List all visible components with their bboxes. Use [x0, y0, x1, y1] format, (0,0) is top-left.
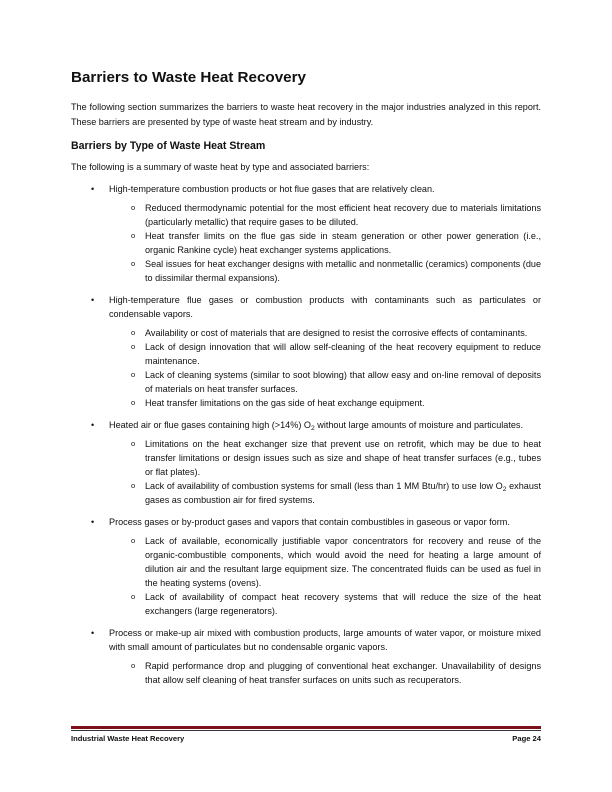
sub-bullet-text: Lack of availability of combustion systems for small (less than 1 MM Btu/hr) to use low $O_2$ exhaust gases as combustion air for fired systems.: [145, 481, 541, 505]
bullet-text: Heated air or flue gases containing high (>14%) $O_2$ without large amounts of moisture and particulates.: [109, 420, 523, 432]
footer-title: Industrial Waste Heat Recovery: [71, 734, 185, 743]
intro-paragraph: The following section summarizes the barriers to waste heat recovery in the major industries analyzed in this report. These barriers are presented by type of waste heat stream and by industry.: [71, 102, 541, 127]
sub-list-item: [71, 340, 541, 368]
sub-list-item: [71, 201, 541, 229]
sub-bullet-icon: o: [131, 481, 136, 490]
sub-bullet-text: Seal issues for heat exchanger designs with metallic and nonmetallic (ceramics) components (due to dissimilar thermal expansions).: [145, 259, 541, 283]
page-title: Barriers to Waste Heat Recovery: [71, 69, 306, 86]
sub-list-item: [71, 479, 541, 507]
sub-list-item: [71, 534, 541, 590]
sub-bullet-text: Limitations on the heat exchanger size that prevent use on retrofit, which may be due to heat transfer limitations or design issues such as size and shape of heat transfer surfaces (e.g., tubes or flat plates).: [145, 439, 541, 477]
section-lead: The following is a summary of waste heat by type and associated barriers:: [71, 162, 370, 172]
bullet-text: Process gases or by-product gases and vapors that contain combustibles in gaseous or vapor form.: [109, 517, 510, 527]
bullet-text: High-temperature combustion products or hot flue gases that are relatively clean.: [109, 184, 435, 194]
bullet-icon: •: [91, 517, 95, 527]
sub-bullet-text: Lack of cleaning systems (similar to soot blowing) that allow easy and on-line removal of deposits of materials on heat transfer surfaces.: [145, 370, 541, 394]
sub-list-item: [71, 437, 541, 479]
bullet-icon: •: [91, 420, 95, 430]
sub-bullet-text: Reduced thermodynamic potential for the most efficient heat recovery due to materials limitations (particularly metallic) that require gases to be diluted.: [145, 203, 541, 227]
sub-bullet-icon: o: [131, 398, 136, 407]
sub-bullet-icon: o: [131, 328, 136, 337]
sub-list-item: [71, 659, 541, 687]
sub-bullet-icon: o: [131, 661, 136, 670]
sub-bullet-icon: o: [131, 203, 136, 212]
footer-rule-thin: [71, 730, 541, 731]
sub-bullet-icon: o: [131, 231, 136, 240]
sub-bullet-text: Lack of available, economically justifiable vapor concentrators for recovery and reuse of the organic-combustible components, which would avoid the need for heating a large amount of dilution air and the resultant large equipment size. The concentrated fluids can be used as fuel in the heating systems (ovens).: [145, 536, 541, 588]
sub-bullet-text: Lack of availability of compact heat recovery systems that will reduce the size of the heat exchangers (large regenerators).: [145, 592, 541, 616]
sub-bullet-icon: o: [131, 342, 136, 351]
sub-bullet-text: Heat transfer limits on the flue gas side in steam generation or other power generation (i.e., organic Rankine cycle) heat exchanger systems applications.: [145, 231, 541, 255]
bullet-icon: •: [91, 628, 95, 638]
list-item: [71, 293, 541, 321]
barrier-list: [71, 182, 541, 687]
bullet-icon: •: [91, 184, 95, 194]
sub-bullet-text: Lack of design innovation that will allow self-cleaning of the heat recovery equipment to reduce maintenance.: [145, 342, 541, 366]
sub-list-item: [71, 326, 541, 340]
sub-bullet-text: Rapid performance drop and plugging of conventional heat exchanger. Unavailability of designs that allow self cleaning of heat transfer surfaces on units such as recuperators.: [145, 661, 541, 685]
sub-list-item: [71, 368, 541, 396]
list-item: [71, 182, 541, 196]
sub-list-item: [71, 590, 541, 618]
sub-bullet-icon: o: [131, 370, 136, 379]
list-item: [71, 418, 541, 432]
sub-bullet-text: Heat transfer limitations on the gas side of heat exchange equipment.: [145, 398, 425, 408]
sub-bullet-icon: o: [131, 536, 136, 545]
list-item: [71, 626, 541, 654]
bullet-text: Process or make-up air mixed with combustion products, large amounts of water vapor, or moisture mixed with small amount of particulates but no condensable organic vapors.: [109, 628, 541, 652]
footer-rule: [71, 726, 541, 729]
sub-bullet-icon: o: [131, 592, 136, 601]
sub-list-item: [71, 229, 541, 257]
bullet-icon: •: [91, 295, 95, 305]
bullet-text: High-temperature flue gases or combustion products with contaminants such as particulates or condensable vapors.: [109, 295, 541, 319]
page-number: Page 24: [512, 734, 541, 743]
sub-bullet-text: Availability or cost of materials that are designed to resist the corrosive effects of contaminants.: [145, 328, 528, 338]
list-item: [71, 515, 541, 529]
section-title: Barriers by Type of Waste Heat Stream: [71, 140, 266, 152]
sub-list-item: [71, 257, 541, 285]
sub-bullet-icon: o: [131, 259, 136, 268]
sub-bullet-icon: o: [131, 439, 136, 448]
sub-list-item: [71, 396, 541, 410]
